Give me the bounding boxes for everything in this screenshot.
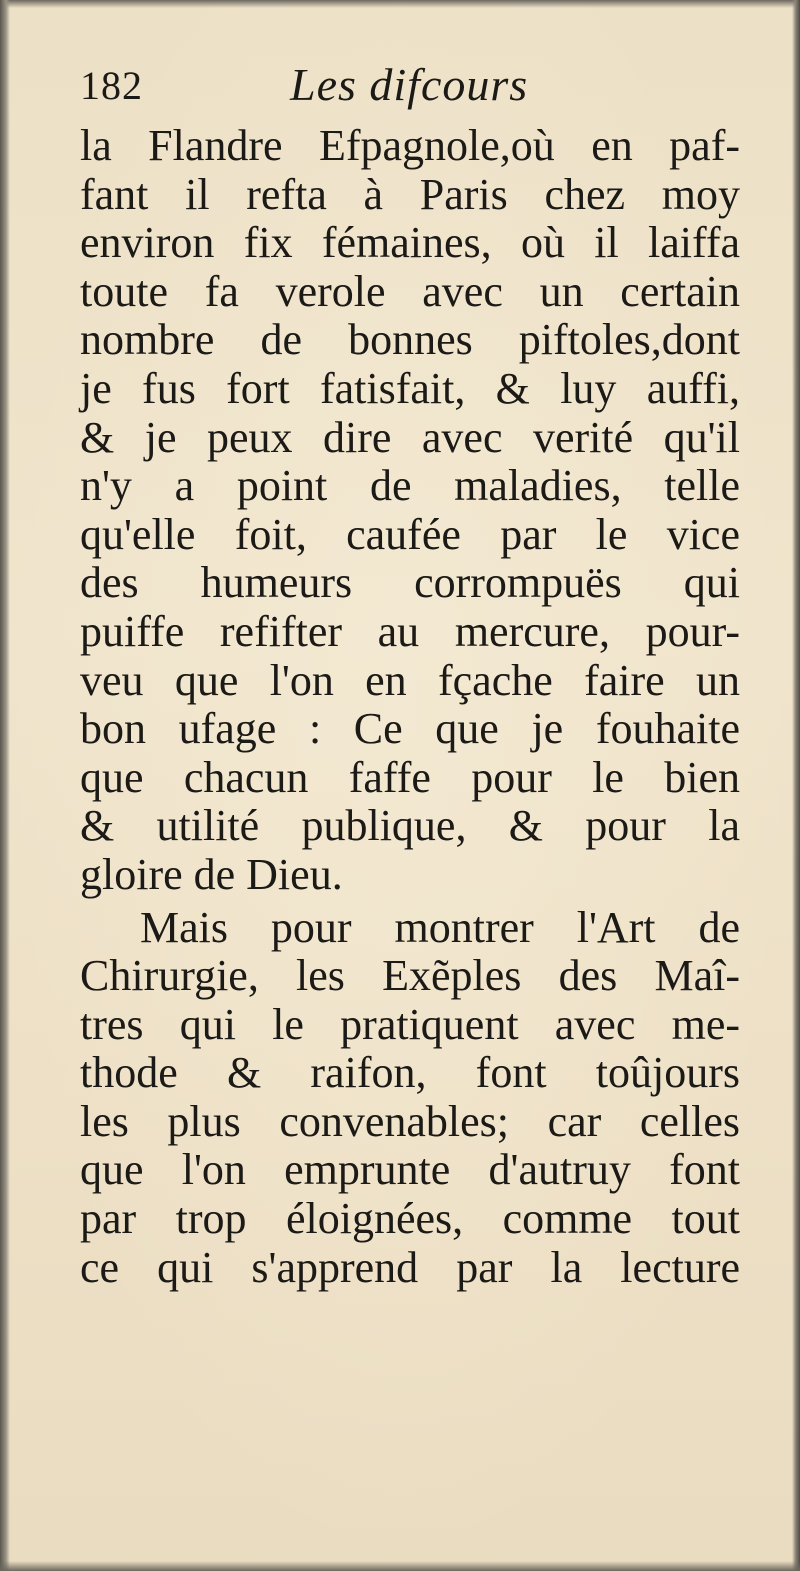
text-line: veu que l'on en fçache faire un <box>80 655 740 705</box>
text-line: des humeurs corrompuës qui <box>80 558 740 608</box>
text-line: gloire de Dieu. <box>80 849 343 899</box>
text-line: la Flandre Efpagnole,où en paf- <box>80 121 740 170</box>
text-line: que chacun faffe pour le bien <box>80 752 740 802</box>
text-line: & utilité publique, & pour la <box>80 801 740 851</box>
text-line: qu'elle foit, caufée par le vice <box>80 509 740 559</box>
text-line: Chirurgie, les Exẽples des Maî- <box>80 951 740 1001</box>
text-line: n'y a point de maladies, telle <box>80 461 740 511</box>
page-edge-left <box>0 0 10 1571</box>
page-edge-top <box>0 0 800 8</box>
page-edge-right <box>792 0 800 1571</box>
text-line: thode & raifon, font toûjours <box>80 1048 740 1098</box>
text-line: tres qui le pratiquent avec me- <box>80 999 740 1049</box>
text-line: je fus fort fatisfait, & luy auffi, <box>80 363 740 413</box>
page-header <box>80 58 740 118</box>
body-text <box>80 122 740 1292</box>
page-number: 182 <box>80 63 143 108</box>
text-line: puiffe refifter au mercure, pour- <box>80 606 740 656</box>
text-line: fant il refta à Paris chez moy <box>80 169 740 219</box>
text-line: les plus convenables; car celles <box>80 1096 740 1146</box>
text-line: & je peux dire avec verité qu'il <box>80 412 740 462</box>
text-line: environ fix fémaines, où il laiffa <box>80 218 740 268</box>
text-line: que l'on emprunte d'autruy font <box>80 1145 740 1195</box>
text-line: ce qui s'apprend par la lecture <box>80 1242 740 1292</box>
text-line: par trop éloignées, comme tout <box>80 1194 740 1244</box>
text-line: toute fa verole avec un certain <box>80 266 740 316</box>
text-line: Mais pour montrer l'Art de <box>140 902 740 952</box>
page-edge-bottom <box>0 1561 800 1571</box>
text-line: nombre de bonnes piftoles,dont <box>80 315 740 365</box>
text-line: bon ufage : Ce que je fouhaite <box>80 704 740 754</box>
running-head: Les difcours <box>290 59 529 110</box>
